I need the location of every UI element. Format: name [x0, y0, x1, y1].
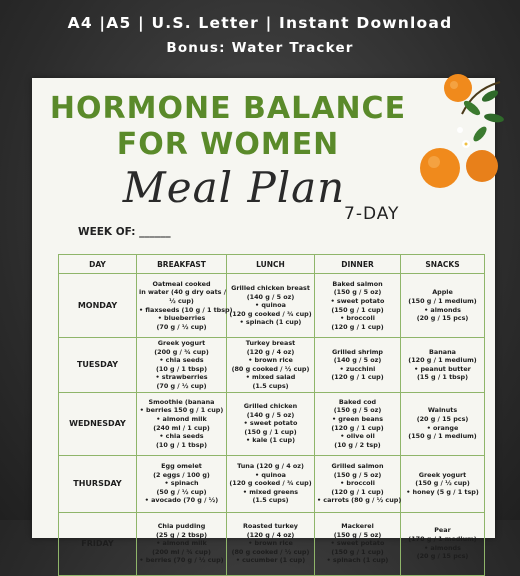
- header-breakfast: BREAKFAST: [137, 255, 227, 274]
- cell-line: • peanut butter: [414, 364, 471, 373]
- table-row: [59, 512, 485, 575]
- cell-line: • zucchini: [339, 364, 376, 373]
- cell-line: (170 g / 1 medium): [408, 534, 477, 543]
- snacks-cell: [401, 455, 485, 512]
- cell-line: Turkey breast: [245, 339, 296, 347]
- cell-line: (70 g / ½ cup): [156, 381, 207, 390]
- header-day: DAY: [59, 255, 137, 274]
- dinner-cell: [315, 512, 401, 575]
- table-header-row: [59, 255, 485, 274]
- header-lunch: LUNCH: [227, 255, 315, 274]
- breakfast-cell: [137, 512, 227, 575]
- cell-line: Apple: [432, 288, 453, 297]
- cell-line: (15 g / 1 tbsp): [417, 373, 468, 382]
- cell-line: • quinoa: [255, 301, 286, 310]
- day-cell: THURSDAY: [59, 455, 137, 512]
- dinner-cell: [315, 274, 401, 338]
- meal-plan-table: [58, 254, 485, 576]
- day-cell: FRIDAY: [59, 512, 137, 575]
- cell-line: (25 g / 2 tbsp): [156, 530, 207, 539]
- snacks-cell: [401, 274, 485, 338]
- cell-line: Chia pudding: [157, 522, 206, 531]
- cell-line: Egg omelet: [161, 462, 202, 471]
- day-cell: MONDAY: [59, 274, 137, 338]
- lunch-cell: [227, 455, 315, 512]
- cell-line: • almond milk: [156, 414, 207, 423]
- cell-line: (120 g / 4 oz): [246, 347, 295, 356]
- cell-line: • flaxseeds (10 g / 1 tbsp): [139, 305, 233, 314]
- cell-line: in water (40 g dry oats /: [139, 288, 227, 297]
- day-cell: TUESDAY: [59, 338, 137, 393]
- cell-line: Grilled shrimp: [331, 347, 384, 356]
- bonus-text: Bonus: Water Tracker: [166, 40, 354, 56]
- cell-line: (150 g / 1 cup): [331, 305, 384, 314]
- table-row: [59, 338, 485, 393]
- cell-line: (140 g / 5 oz): [246, 410, 295, 419]
- cell-line: (1.5 cups): [252, 496, 289, 505]
- cell-line: Grilled chicken: [243, 402, 298, 411]
- cell-line: • spinach (1 cup): [326, 556, 389, 565]
- cell-line: • mixed salad: [245, 373, 296, 382]
- cell-line: • almonds: [424, 543, 461, 552]
- table-row: [59, 274, 485, 338]
- cell-line: (150 g / 5 oz): [333, 288, 382, 297]
- cell-line: (150 g / 1 cup): [331, 547, 384, 556]
- cell-line: • quinoa: [255, 470, 286, 479]
- cell-line: (150 g / 1 cup): [244, 427, 297, 436]
- cell-line: (120 g cooked / ¾ cup): [229, 479, 312, 488]
- cell-line: • sweet potato: [330, 539, 385, 548]
- cell-line: (80 g cooked / ½ cup): [231, 364, 310, 373]
- cell-line: (150 g / 1 medium): [408, 432, 477, 441]
- cell-line: (150 g / 1 medium): [408, 296, 477, 305]
- cell-line: (120 g / 4 oz): [246, 530, 295, 539]
- cell-line: (2 eggs / 100 g): [153, 470, 210, 479]
- cell-line: • brown rice: [248, 356, 293, 365]
- cell-line: Grilled chicken breast: [231, 284, 310, 293]
- table-row: [59, 455, 485, 512]
- title-line-1: HORMONE BALANCE: [49, 91, 407, 126]
- meal-plan-sheet: [32, 78, 495, 565]
- dinner-cell: [315, 392, 401, 455]
- cell-line: • sweet potato: [330, 296, 385, 305]
- cell-line: (150 g / 5 oz): [333, 406, 382, 415]
- cell-line: Roasted turkey: [243, 522, 298, 531]
- cell-line: • brown rice: [248, 539, 293, 548]
- cell-line: • almond milk: [156, 539, 207, 548]
- breakfast-cell: [137, 338, 227, 393]
- snacks-cell: [401, 392, 485, 455]
- cell-line: • cucumber (1 cup): [235, 556, 306, 565]
- cell-line: (120 g / 1 cup): [331, 423, 384, 432]
- header-dinner: DINNER: [315, 255, 401, 274]
- cell-line: ½ cup): [169, 296, 194, 305]
- cell-line: • broccoli: [340, 479, 375, 488]
- breakfast-cell: [137, 392, 227, 455]
- cell-line: Pear: [434, 526, 451, 535]
- cell-line: • avocado (70 g / ½): [144, 496, 219, 505]
- lunch-cell: [227, 274, 315, 338]
- cell-line: • berries (70 g / ½ cup): [139, 556, 224, 565]
- cell-line: (150 g / 5 oz): [333, 530, 382, 539]
- cell-line: • green beans: [331, 414, 384, 423]
- cell-line: (150 g / ½ cup): [415, 479, 470, 488]
- cell-line: (10 g / 2 tsp): [334, 440, 381, 449]
- cell-line: • kale (1 cup): [245, 436, 296, 445]
- format-options-text: A4 |A5 | U.S. Letter | Instant Download: [67, 14, 453, 32]
- cell-line: • carrots (80 g / ½ cup): [317, 496, 402, 505]
- cell-line: (140 g / 5 oz): [246, 292, 295, 301]
- lunch-cell: [227, 512, 315, 575]
- cell-line: (240 ml / 1 cup): [153, 423, 210, 432]
- cell-line: (20 g / 15 pcs): [416, 414, 469, 423]
- cell-line: • almonds: [424, 305, 461, 314]
- cell-line: Tuna (120 g / 4 oz): [237, 462, 304, 471]
- cell-line: • berries 150 g / 1 cup): [139, 406, 224, 415]
- cell-line: Grilled salmon: [331, 462, 384, 471]
- cell-line: (70 g / ½ cup): [156, 322, 207, 331]
- cell-line: Oatmeal cooked: [152, 279, 211, 288]
- cell-line: (50 g / ½ cup): [156, 487, 207, 496]
- lunch-cell: [227, 338, 315, 393]
- cell-line: Baked cod: [338, 397, 377, 406]
- cell-line: Walnuts: [427, 406, 458, 415]
- cell-line: (20 g / 15 pcs): [416, 552, 469, 561]
- week-of-label: WEEK OF: ______: [78, 226, 171, 238]
- cell-line: (80 g cooked / ½ cup): [231, 547, 310, 556]
- cell-line: • broccoli: [340, 314, 375, 323]
- cell-line: • orange: [426, 423, 459, 432]
- cell-line: (150 g / 5 oz): [333, 470, 382, 479]
- promo-banner: [0, 12, 520, 58]
- breakfast-cell: [137, 455, 227, 512]
- cell-line: Smoothie (banana: [148, 397, 215, 406]
- cell-line: • olive oil: [340, 432, 375, 441]
- cell-line: (120 g cooked / ¾ cup): [229, 309, 312, 318]
- cell-line: (120 g / 1 cup): [331, 322, 384, 331]
- cell-line: Baked salmon: [332, 279, 383, 288]
- cell-line: Greek yogurt: [418, 470, 467, 479]
- script-subtitle: Meal Plan: [122, 163, 346, 212]
- day-cell: WEDNESDAY: [59, 392, 137, 455]
- cell-line: • chia seeds: [159, 432, 204, 441]
- cell-line: (120 g / 1 cup): [331, 487, 384, 496]
- dinner-cell: [315, 455, 401, 512]
- cell-line: (10 g / 1 tbsp): [156, 364, 207, 373]
- cell-line: • chia seeds: [159, 356, 204, 365]
- header-snacks: SNACKS: [401, 255, 485, 274]
- duration-label: 7-DAY: [344, 204, 400, 224]
- cell-line: (10 g / 1 tbsp): [156, 440, 207, 449]
- cell-line: Mackerel: [341, 522, 374, 531]
- breakfast-cell: [137, 274, 233, 338]
- cell-line: (20 g / 15 pcs): [416, 314, 469, 323]
- cell-line: • sweet potato: [243, 419, 298, 428]
- cell-line: • mixed greens: [242, 487, 299, 496]
- cell-line: Greek yogurt: [157, 339, 206, 347]
- cell-line: • spinach: [164, 479, 199, 488]
- title-line-2: FOR WOMEN: [116, 127, 340, 162]
- table-row: [59, 392, 485, 455]
- cell-line: (120 g / 1 cup): [331, 373, 384, 382]
- cell-line: Banana: [429, 347, 456, 356]
- cell-line: • spinach (1 cup): [239, 318, 302, 327]
- lunch-cell: [227, 392, 315, 455]
- cell-line: • blueberries: [157, 314, 206, 323]
- cell-line: • honey (5 g / 1 tsp): [406, 487, 479, 496]
- cell-line: (1.5 cups): [252, 381, 289, 390]
- dinner-cell: [315, 338, 401, 393]
- cell-line: (200 g / ¾ cup): [154, 347, 209, 356]
- snacks-cell: [401, 338, 485, 393]
- cell-line: (140 g / 5 oz): [333, 356, 382, 365]
- cell-line: • strawberries: [155, 373, 208, 382]
- snacks-cell: [401, 512, 485, 575]
- cell-line: (120 g / 1 medium): [408, 356, 477, 365]
- cell-line: (200 ml / ¾ cup): [152, 547, 211, 556]
